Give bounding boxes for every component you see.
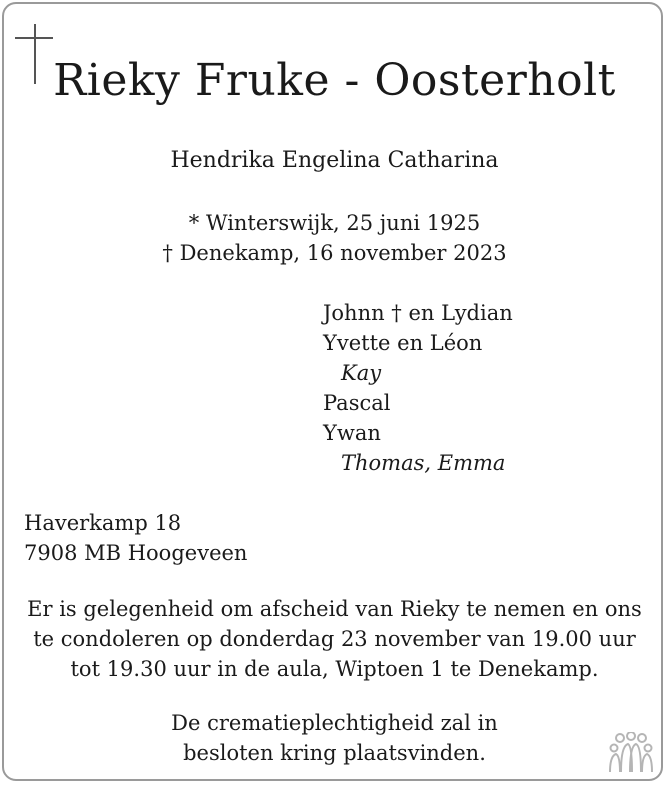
family-list	[323, 298, 513, 478]
family-member: Johnn † en Lydian	[323, 301, 513, 325]
deceased-name: Rieky Fruke - Oosterholt	[53, 55, 616, 106]
family-member: Ywan	[323, 421, 381, 445]
death-line: † Denekamp, 16 november 2023	[162, 241, 507, 265]
message-line: Er is gelegenheid om afscheid van Rieky te nemen en ons	[27, 597, 642, 621]
address-city: 7908 MB Hoogeveen	[24, 541, 248, 565]
condolence-message	[0, 594, 669, 684]
family-member-grandchild: Thomas, Emma	[341, 451, 506, 475]
ceremony-message	[0, 708, 669, 768]
family-member-grandchild: Kay	[341, 361, 382, 385]
people-group-icon	[606, 732, 656, 774]
ceremony-line: De crematieplechtigheid zal in	[171, 711, 498, 735]
correspondence-address	[24, 508, 247, 568]
address-street: Haverkamp 18	[24, 511, 182, 535]
family-member: Yvette en Léon	[323, 331, 483, 355]
full-given-names: Hendrika Engelina Catharina	[170, 148, 499, 173]
family-member: Pascal	[323, 391, 391, 415]
birth-line: * Winterswijk, 25 juni 1925	[188, 211, 481, 235]
message-line: te condoleren op donderdag 23 november van 19.00 uur	[33, 627, 636, 651]
ceremony-line: besloten kring plaatsvinden.	[183, 741, 486, 765]
birth-death-dates	[0, 208, 669, 268]
message-line: tot 19.30 uur in de aula, Wiptoen 1 te Denekamp.	[70, 657, 599, 681]
